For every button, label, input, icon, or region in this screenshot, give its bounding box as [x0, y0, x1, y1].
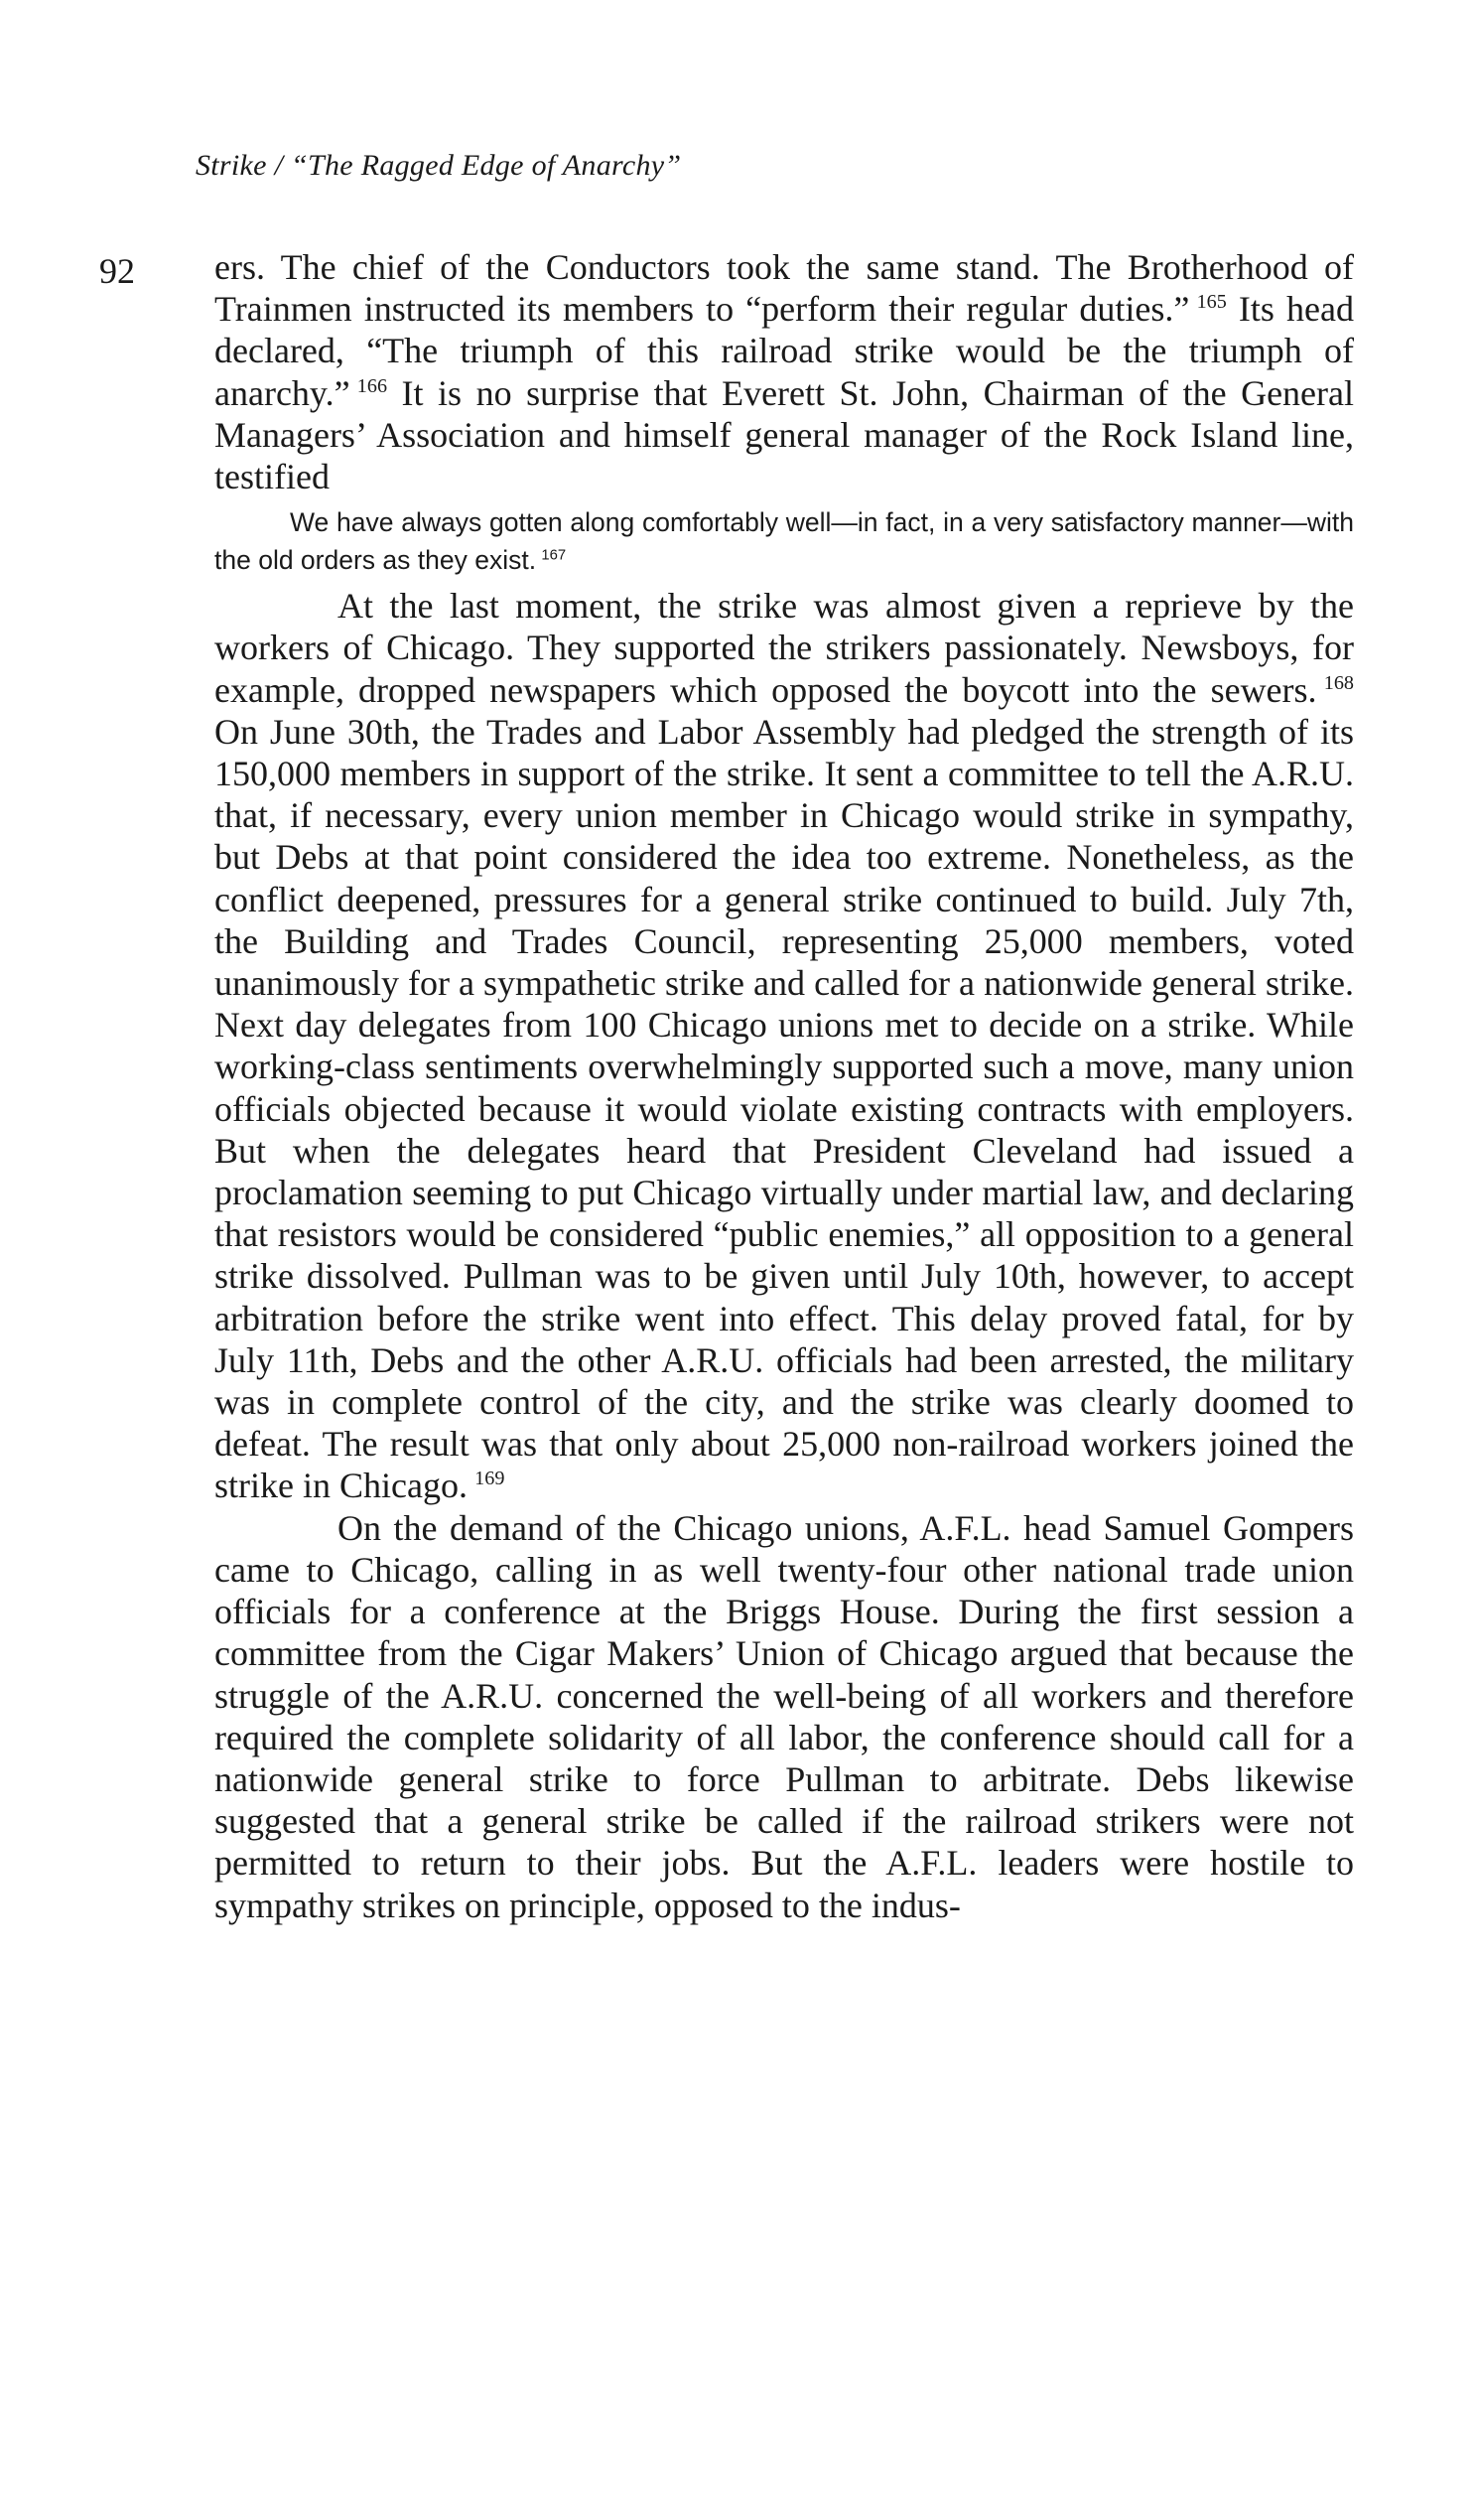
- running-head: Strike / “The Ragged Edge of Anarchy”: [196, 149, 682, 182]
- block-quote: [214, 503, 1354, 579]
- paragraph-1-text-b: Its head declared, “The triumph of this railroad strike would be the triumph of anarchy.”: [214, 289, 1354, 413]
- footnote-ref-166: 166: [356, 374, 388, 397]
- paragraph-2: [214, 585, 1354, 1506]
- paragraph-2-text-a: At the last moment, the strike was almost given a reprieve by the workers of Chicago. They supported the strikers passionately. Newsboys, for example, dropped newspapers which opposed the boycott into the sewers.: [214, 586, 1354, 710]
- footnote-ref-168: 168: [1323, 671, 1354, 694]
- paragraph-2-text-b: On June 30th, the Trades and Labor Assembly had pledged the strength of its 150,000 members in support of the strike. It sent a committee to tell the A.R.U. that, if necessary, every union member in Chicago would strike in sympathy, but Debs at that point considered the idea too extreme. Nonetheless, as the conflict deepened, pressures for a general strike continued to build. July 7th, the Building and Trades Council, representing 25,000 members, voted unanimously for a sympathetic strike and called for a nationwide general strike. Next day delegates from 100 Chicago unions met to decide on a strike. While working-class sentiments overwhelmingly supported such a move, many union officials objected because it would violate existing contracts with employers. But when the delegates heard that President Cleveland had issued a proclamation seeming to put Chicago virtually under martial law, and declaring that resistors would be considered “public enemies,” all opposition to a general strike dissolved. Pullman was to be given until July 10th, however, to accept arbitration before the strike went into effect. This delay proved fatal, for by July 11th, Debs and the other A.R.U. officials had been arrested, the military was in complete control of the city, and the strike was clearly doomed to defeat. The result was that only about 25,000 non-railroad workers joined the strike in Chicago.: [214, 711, 1354, 1506]
- paragraph-1: [214, 246, 1354, 497]
- footnote-ref-165: 165: [1196, 291, 1227, 314]
- paragraph-3: [214, 1507, 1354, 1926]
- footnote-ref-167: 167: [541, 547, 567, 564]
- block-quote-text: We have always gotten along comfortably well—in fact, in a very satisfactory manner—with the old orders as they exist.: [214, 507, 1354, 576]
- paragraph-1-text-a: ers. The chief of the Conductors took the same stand. The Brotherhood of Trainmen instructed its members to “perform their regular duties.”: [214, 247, 1354, 330]
- text-block: [214, 246, 1354, 1926]
- paragraph-1-text-c: It is no surprise that Everett St. John, Chairman of the General Managers’ Association and himself general manager of the Rock Island line, testified: [214, 372, 1354, 497]
- footnote-ref-169: 169: [474, 1468, 505, 1490]
- page-number: 92: [99, 251, 135, 291]
- paragraph-3-text: On the demand of the Chicago unions, A.F.L. head Samuel Gompers came to Chicago, calling in as well twenty-four other national trade union officials for a conference at the Briggs House. During the first session a committee from the Cigar Makers’ Union of Chicago argued that because the struggle of the A.R.U. concerned the well-being of all workers and therefore required the complete solidarity of all labor, the conference should call for a nationwide general strike to force Pullman to arbitrate. Debs likewise suggested that a general strike be called if the railroad strikers were not permitted to return to their jobs. But the A.F.L. leaders were hostile to sympathy strikes on principle, opposed to the indus-: [214, 1507, 1354, 1925]
